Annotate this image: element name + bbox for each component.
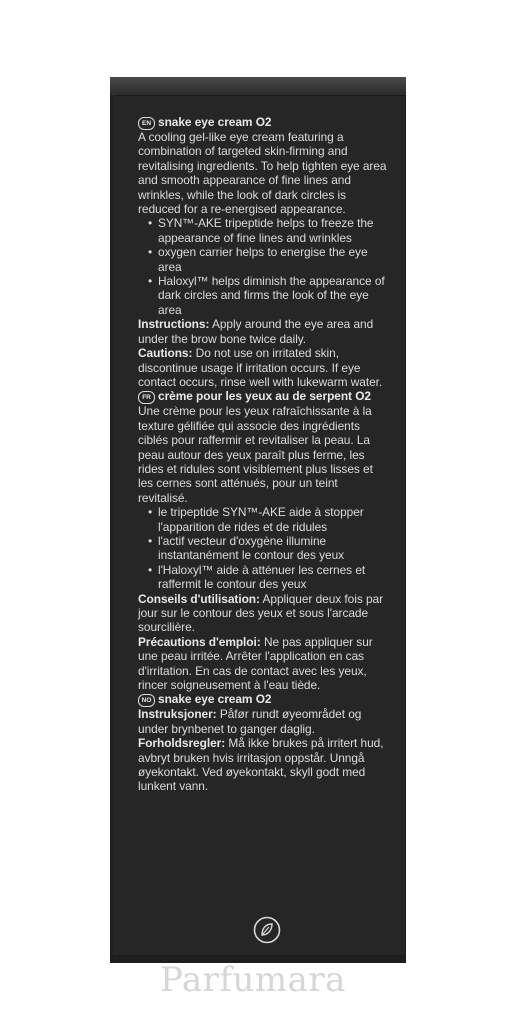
en-bullet: • oxygen carrier helps to energise the eye area [148, 245, 390, 274]
en-cautions [138, 346, 390, 389]
fr-bullet-list [138, 505, 390, 591]
fr-bullet: • le tripeptide SYN™-AKE aide à stopper l'apparition de rides et de ridules [148, 505, 390, 534]
box-top-flap [110, 77, 406, 96]
no-heading [138, 692, 390, 707]
no-cautions-label: Forholdsregler: [138, 736, 226, 751]
en-intro: A cooling gel-like eye cream featuring a combination of targeted skin-firming and revitalising ingredients. To help tighten eye area and smooth appearance of fine lines and wrinkles, while the look of dark circles is reduced for a re-energised appearance. [138, 130, 387, 217]
no-badge-icon: NO [138, 694, 155, 707]
en-title: snake eye cream O2 [158, 115, 272, 129]
en-heading [138, 115, 390, 130]
no-instructions-label: Instruksjoner: [138, 707, 217, 722]
en-cautions-label: Cautions: [138, 346, 193, 361]
fr-heading [138, 389, 390, 404]
label-text-block [138, 115, 390, 794]
en-instructions-label: Instructions: [138, 317, 210, 332]
en-cautions-text: Do not use on irritated skin, discontinue usage if irritation occurs. If eye contact occurs, rinse well with lukewarm water. [138, 346, 383, 389]
fr-bullet: • l'Haloxyl™ aide à atténuer les cernes et raffermit le contour des yeux [148, 563, 390, 592]
fr-cautions [138, 635, 390, 693]
fr-title: crème pour les yeux au de serpent O2 [158, 389, 371, 404]
leaf-circle-icon [253, 916, 281, 944]
watermark-text: Parfumara [160, 960, 346, 1000]
box-side-edge [110, 95, 116, 963]
no-title: snake eye cream O2 [158, 692, 272, 707]
fr-instructions [138, 592, 390, 635]
en-bullet: • Haloxyl™ helps diminish the appearance of dark circles and firms the look of the eye area [148, 274, 390, 317]
no-instructions [138, 707, 390, 736]
fr-bullet: • l'actif vecteur d'oxygène illumine instantanément le contour des yeux [148, 534, 390, 563]
fr-instructions-label: Conseils d'utilisation: [138, 591, 260, 606]
en-badge-icon: EN [138, 117, 155, 130]
en-bullet-list [138, 216, 390, 317]
fr-instructions-text: Appliquer deux fois par jour sur le contour des yeux et sous l'arcade sourcilière. [138, 591, 384, 635]
en-instructions [138, 317, 390, 346]
no-cautions [138, 736, 390, 794]
product-box [110, 77, 406, 963]
en-instructions-text: Apply around the eye area and under the brow bone twice daily. [138, 317, 374, 346]
fr-badge-icon: FR [138, 391, 155, 404]
fr-intro: Une crème pour les yeux rafraîchissante à la texture gélifiée qui associe des ingrédients ciblés pour raffermir et revitaliser la peau. La peau autour des yeux paraît plus ferme, les rides et ridules sont visiblement plus lisses et les cernes sont atténués, pour un teint revitalisé. [138, 404, 373, 505]
no-instructions-text: Påfør rundt øyeområdet og under brynbenet to ganger daglig. [138, 707, 362, 736]
fr-cautions-label: Précautions d'emploi: [138, 634, 261, 649]
fr-cautions-text: Ne pas appliquer sur une peau irritée. Arrêter l'application en cas d'irritation. En cas de contact avec les yeux, rincer soigneusement à l'eau tiède. [138, 634, 373, 693]
en-bullet: • SYN™-AKE tripeptide helps to freeze the appearance of fine lines and wrinkles [148, 216, 390, 245]
no-cautions-text: Må ikke brukes på irritert hud, avbryt bruken hvis irritasjon oppstår. Unngå øyekontakt. Ved øyekontakt, skyll godt med lunkent vann. [138, 736, 384, 794]
